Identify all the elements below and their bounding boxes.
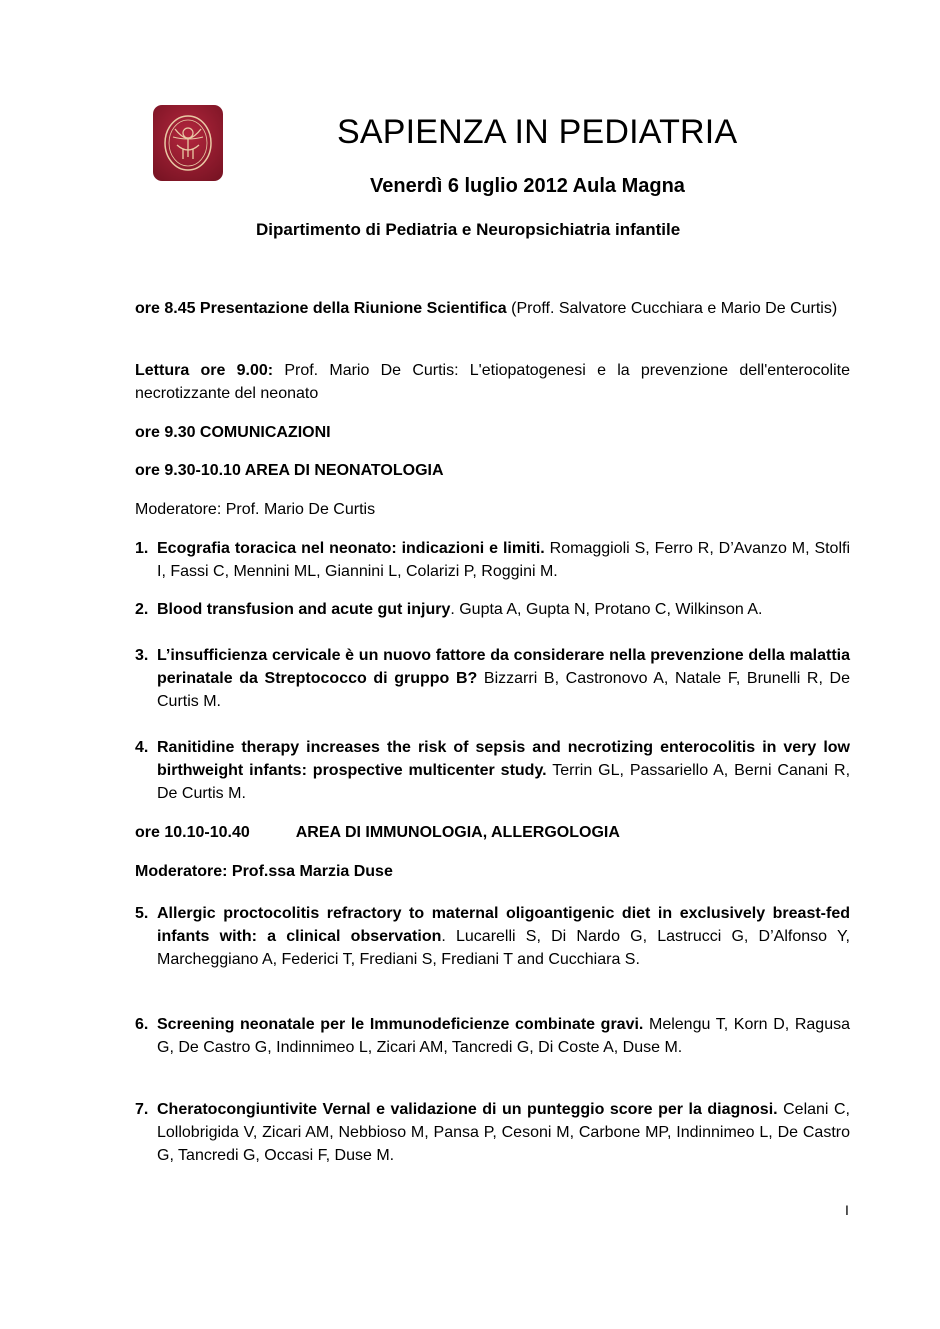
list-item [135,736,850,805]
item-title: Ranitidine therapy increases the risk of sepsis and necrotizing enterocolitis in very low birthweight infants: prospective multicenter study. [157,739,850,779]
list-item [135,1098,850,1167]
list-item [135,902,850,971]
item-number: 7. [135,1101,149,1118]
item-authors: . Lucarelli S, Di Nardo G, Lastrucci G, D’Alfonso Y, Marcheggiano A, Federici T, Frediani S, Frediani T and Cucchiara S. [157,928,850,968]
item-title: Cheratocongiuntivite Vernal e validazione di un punteggio score per la diagnosi. [157,1101,778,1118]
item-authors: . Gupta A, Gupta N, Protano C, Wilkinson A. [450,601,763,618]
item-authors: Melengu T, Korn D, Ragusa G, De Castro G, Indinnimeo L, Zicari AM, Tancredi G, Di Coste A, Duse M. [157,1016,850,1056]
opening-paragraph [135,297,850,320]
lecture-text: Prof. Mario De Curtis: L'etiopatogenesi e la prevenzione dell'enterocolite necrotizzante del neonato [135,362,851,402]
list-item [135,644,850,713]
page-title: SAPIENZA IN PEDIATRIA [337,113,738,151]
page-number: I [845,1202,849,1218]
list-item [135,537,850,583]
item-title: Allergic proctocolitis refractory to maternal oligoantigenic diet in exclusively breast-fed infants with: a clinical observation [157,905,850,945]
lecture-time: Lettura ore 9.00: [135,362,274,379]
session1-heading: ore 9.30-10.10 AREA DI NEONATOLOGIA [135,462,444,479]
session2-area: AREA DI IMMUNOLOGIA, ALLERGOLOGIA [295,824,620,841]
opening-time: ore 8.45 Presentazione della Riunione Scientifica [135,300,507,317]
item-number: 6. [135,1016,149,1033]
sapienza-logo [153,105,223,181]
list-item [135,1013,850,1059]
item-number: 2. [135,601,149,618]
item-authors: Celani C, Lollobrigida V, Zicari AM, Nebbioso M, Pansa P, Cesoni M, Carbone MP, Indinnimeo L, De Castro G, Tancredi G, Occasi F, Duse M. [157,1101,851,1164]
communications-heading: ore 9.30 COMUNICAZIONI [135,424,331,441]
item-title: L’insufficienza cervicale è un nuovo fattore da considerare nella prevenzione della malattia perinatale da Streptococco di gruppo B? [157,647,850,687]
item-authors: Terrin GL, Passariello A, Berni Canani R, De Curtis M. [157,762,851,802]
session2-heading [135,821,850,844]
item-number: 5. [135,905,149,922]
item-title: Screening neonatale per le Immunodeficienze combinate gravi. [157,1016,644,1033]
item-authors: Romaggioli S, Ferro R, D’Avanzo M, Stolfi I, Fassi C, Mennini ML, Giannini L, Colarizi P, Roggini M. [157,540,851,580]
department: Dipartimento di Pediatria e Neuropsichiatria infantile [256,220,681,239]
item-title: Ecografia toracica nel neonato: indicazioni e limiti. [157,540,545,557]
item-authors: Bizzarri B, Castronovo A, Natale F, Brunelli R, De Curtis M. [157,670,850,710]
list-item [135,598,850,621]
event-date: Venerdì 6 luglio 2012 Aula Magna [370,175,685,197]
session2-moderator: Moderatore: Prof.ssa Marzia Duse [135,863,393,880]
item-number: 4. [135,739,149,756]
opening-speakers: (Proff. Salvatore Cucchiara e Mario De Curtis) [506,300,838,317]
session1-moderator: Moderatore: Prof. Mario De Curtis [135,501,376,518]
lecture-paragraph [135,359,850,405]
session2-time: ore 10.10-10.40 [135,824,250,841]
item-number: 1. [135,540,149,557]
item-number: 3. [135,647,149,664]
item-title: Blood transfusion and acute gut injury [157,601,451,618]
